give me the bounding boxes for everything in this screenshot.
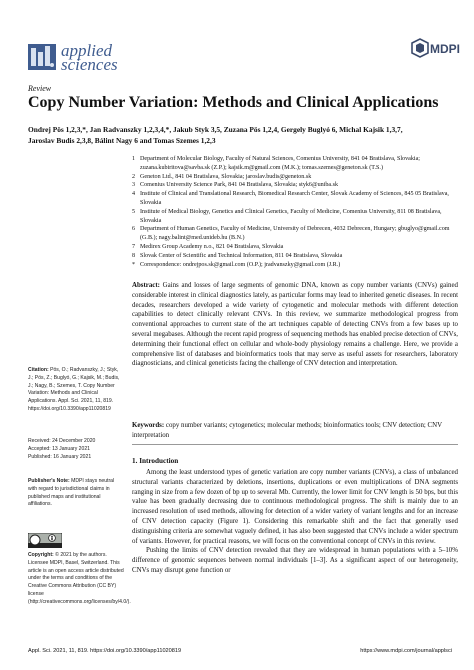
paragraph: Among the least understood types of genetic variation are copy number variants (CNVs), a class of unbalanced structural variants characterized by deletions, insertions, duplications or even multiplications of DNA segments ranging in size from a few dozen of bp up to several Mb. Currently, the lower limit for CNV length is 50 bps, but this value has been gradually decreasing due to continuous methodological progress. The shift is mainly due to an increased resolution of used methods, allowing for detection of a wider variety of variant lengths and for an increase of CNV detection capacity (Figure 1). Considering this remarkable shift and the fact that generally used distinguishing criteria are somewhat vaguely defined, it has also been suggested that CNVs include a wider spectrum of variants. However, for practical reasons, we will focus on the conventional concept of CNVs in this review. [132, 469, 458, 545]
journal-name-line2: sciences [61, 55, 118, 74]
affiliation-item: 7 Medirex Group Academy n.o., 821 04 Bratislava, Slovakia [132, 243, 284, 250]
affiliation-item: 4 Institute of Clinical and Translational Research, Biomedical Research Center, Slovak Academy of Sciences, 845 05 Bratislava, Slovakia [132, 191, 449, 206]
copyright-block [28, 552, 131, 607]
footer-journal-url[interactable]: https://www.mdpi.com/journal/applsci [360, 648, 452, 654]
affiliation-item: 3 Comenius University Science Park, 841 04 Bratislava, Slovakia; styk6@uniba.sk [132, 182, 339, 189]
publisher-note [28, 478, 124, 509]
keywords [132, 421, 458, 441]
article-title: Copy Number Variation: Methods and Clinical Applications [28, 94, 439, 111]
published-date: Published: 16 January 2021 [28, 453, 92, 460]
affiliation-item: 5 Institute of Medical Biology, Genetics and Clinical Genetics, Faculty of Medicine, Comenius University, 811 08 Bratislava, Slovakia [132, 208, 442, 224]
affiliation-item: * Correspondence: ondrejpos.sk@gmail.com (O.P.); jradvanszky@gmail.com (J.R.) [132, 261, 341, 268]
paragraph: Pushing the limits of CNV detection revealed that they are widespread in human populations with a 5–10% difference of genomic sequences between normal individuals [1–3]. As a significant aspect of our heterogeneity, CNVs may disrupt gene function or [132, 547, 458, 574]
author-line: Jaroslav Budis 2,3,8, Bálint Nagy 6 and Tomas Szemes 1,2,3 [28, 136, 216, 145]
abstract [132, 281, 458, 369]
author-line: Ondrej Pös 1,2,3,*, Jan Radvanszky 1,2,3,4,*, Jakub Styk 3,5, Zuzana Pös 1,2,4, Gergely Buglyó 6, Michal Kajsik 1,3,7, [28, 125, 403, 134]
abstract-label: Abstract: [132, 282, 160, 289]
article-type: Review [28, 84, 52, 93]
publisher-note-label: Publisher's Note: [28, 478, 70, 484]
section-heading: 1. Introduction [132, 457, 179, 465]
mdpi-wordmark: MDPI [430, 42, 460, 56]
keywords-text: copy number variants; cytogenetics; molecular methods; bioinformatics tools; CNV detection; CNV interpretation [132, 422, 442, 439]
footer-citation[interactable]: Appl. Sci. 2021, 11, 819. https://doi.org/10.3390/app11020819 [28, 648, 182, 654]
citation-text[interactable]: Pös, O.; Radvanszky, J.; Styk, J.; Pös, Z.; Buglyó, G.; Kajsik, M.; Budis, J.; Nagy, B.; Szemes, T. Copy Number Variation: Methods and Clinical Applications. Appl. Sci. 2021, 11, 819. https://doi.org/10.3390/app11020819 [28, 367, 120, 412]
journal-logo-icon [28, 44, 56, 70]
affiliation-list [132, 155, 462, 269]
accepted-date: Accepted: 13 January 2021 [28, 445, 91, 452]
author-list [28, 124, 453, 146]
divider [132, 444, 458, 445]
affiliation-item: 1 Department of Molecular Biology, Faculty of Natural Sciences, Comenius University, 841 04 Bratislava, Slovakia; zuzana.kubiritova@savba.sk (Z.P.); kajsik.m@gmail.com (M.K.); tomas.szemes@geneton.sk (T.S.) [132, 156, 420, 171]
citation-block [28, 367, 124, 414]
affiliation-item: 6 Department of Human Genetics, Faculty of Medicine, University of Debrecen, 4032 Debrecen, Hungary; gbuglyo@gmail.com (G.B.); nagy.balint@med.unideb.hu (B.N.) [132, 226, 450, 242]
received-date: Received: 24 December 2020 [28, 438, 96, 444]
affiliation-item: 8 Slovak Center of Scientific and Technical Information, 811 04 Bratislava, Slovakia [132, 252, 343, 259]
cc-by-license-icon[interactable] [28, 533, 62, 548]
affiliation-item: 2 Geneton Ltd., 841 04 Bratislava, Slovakia; jaroslav.budis@geneton.sk [132, 173, 312, 180]
dates-block [28, 438, 124, 461]
citation-label: Citation: [28, 367, 49, 373]
keywords-label: Keywords: [132, 422, 165, 429]
abstract-text: Gains and losses of large segments of genomic DNA, known as copy number variants (CNVs) gained considerable interest in clinical diagnostics lately, as particular forms may lead to inherited genetic diseases. In recent decades, researchers developed a wide variety of cytogenetic and molecular methods with different detection capabilities to detect clinically relevant CNVs. In this review, we summarize methodological progress from conventional approaches to current state of the art techniques capable of detecting CNVs from a few bases up to several megabases. Although the recent rapid progress of sequencing methods has enabled precise detection of CNVs, determining their functional effect on cellular and whole-body physiology remains a challenge. Here, we provide a comprehensive list of databases and bioinformatics tools that may serve as useful assets for researchers, laboratory diagnosticians, and clinical geneticists facing the challenge of CNV detection and interpretation. [132, 282, 458, 368]
copyright-text: © 2021 by the authors. Licensee MDPI, Basel, Switzerland. This article is an open access article distributed under the terms and conditions of the Creative Commons Attribution (CC BY) license (http://creativecommons.org/licenses/by/4.0/). [28, 552, 131, 605]
introduction-body [132, 468, 458, 576]
journal-name-line1: applied [61, 41, 112, 60]
copyright-label: Copyright: [28, 552, 54, 558]
publisher-note-text: MDPI stays neutral with regard to jurisdictional claims in published maps and institutional affiliations. [28, 478, 115, 508]
